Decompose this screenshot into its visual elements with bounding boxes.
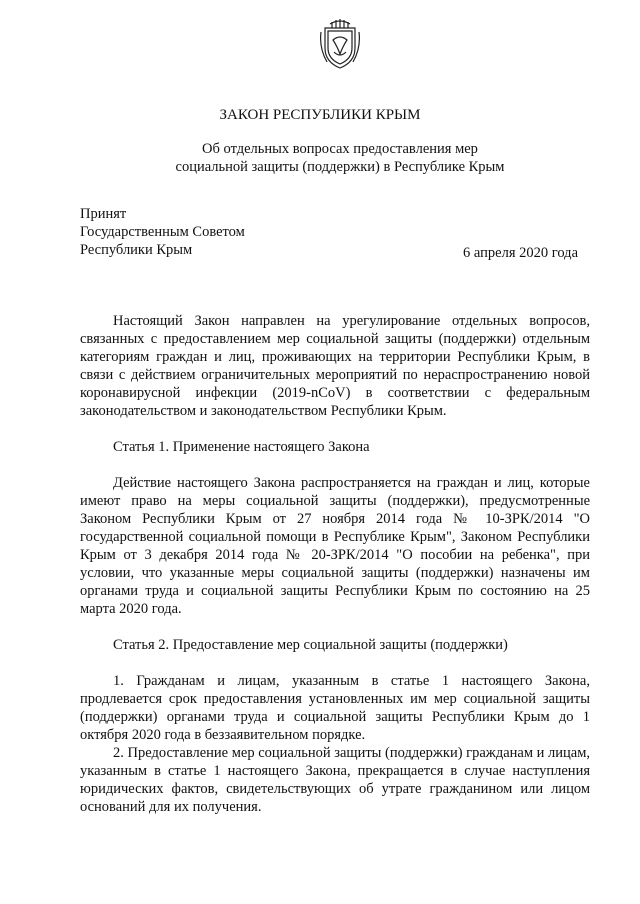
- article-1-heading: Статья 1. Применение настоящего Закона: [113, 439, 370, 455]
- article-2-item-2: 2. Предоставление мер социальной защиты (поддержки) гражданам и лицам, указанным в статье 1 настоящего Закона, прекращается в случае наступления юридических фактов, свидетельствующих об утрате гражданином или лицом оснований для их получения.: [80, 745, 591, 815]
- crimea-coat-of-arms-icon: [319, 18, 361, 70]
- adoption-block: [80, 205, 245, 259]
- article-2-item-1: 1. Гражданам и лицам, указанным в статье 1 настоящего Закона, продлевается срок предоставления установленных им мер социальной защиты (поддержки) органами труда и социальной защиты Республики Крым до 1 октября 2020 года в беззаявительном порядке.: [80, 673, 590, 743]
- article-2-heading: Статья 2. Предоставление мер социальной защиты (поддержки): [113, 637, 508, 653]
- document-subtitle: [90, 140, 590, 176]
- subtitle-line: социальной защиты (поддержки) в Республике Крым: [175, 159, 505, 175]
- article-1-paragraph: Действие настоящего Закона распространяется на граждан и лиц, которые имеют право на меры социальной защиты (поддержки), предусмотренные Законом Республики Крым от 27 ноября 2014 года № 10-ЗРК/2014 "О государственной социальной помощи в Республике Крым", Законом Республики Крым от 3 декабря 2014 года № 20-ЗРК/2014 "О пособии на ребенка", при условии, что указанные меры социальной защиты (поддержки) назначены им органами труда и социальной защиты Республики Крым по состоянию на 25 марта 2020 года.: [80, 475, 590, 617]
- document-title: ЗАКОН РЕСПУБЛИКИ КРЫМ: [219, 107, 421, 123]
- adoption-line: Принят: [80, 206, 127, 222]
- adoption-date: 6 апреля 2020 года: [463, 245, 578, 261]
- adoption-line: Республики Крым: [80, 242, 193, 258]
- subtitle-line: Об отдельных вопросах предоставления мер: [202, 141, 478, 157]
- adoption-line: Государственным Советом: [80, 224, 245, 240]
- law-body: [80, 312, 590, 816]
- preamble-paragraph: Настоящий Закон направлен на урегулирование отдельных вопросов, связанных с предоставлением мер социальной защиты (поддержки) отдельным категориям граждан и лиц, проживающих на территории Республики Крым, в связи с действием ограничительных мероприятий по нераспространению новой коронавирусной инфекции (2019-nCoV) в соответствии с федеральным законодательством и законодательством Республики Крым.: [80, 313, 590, 419]
